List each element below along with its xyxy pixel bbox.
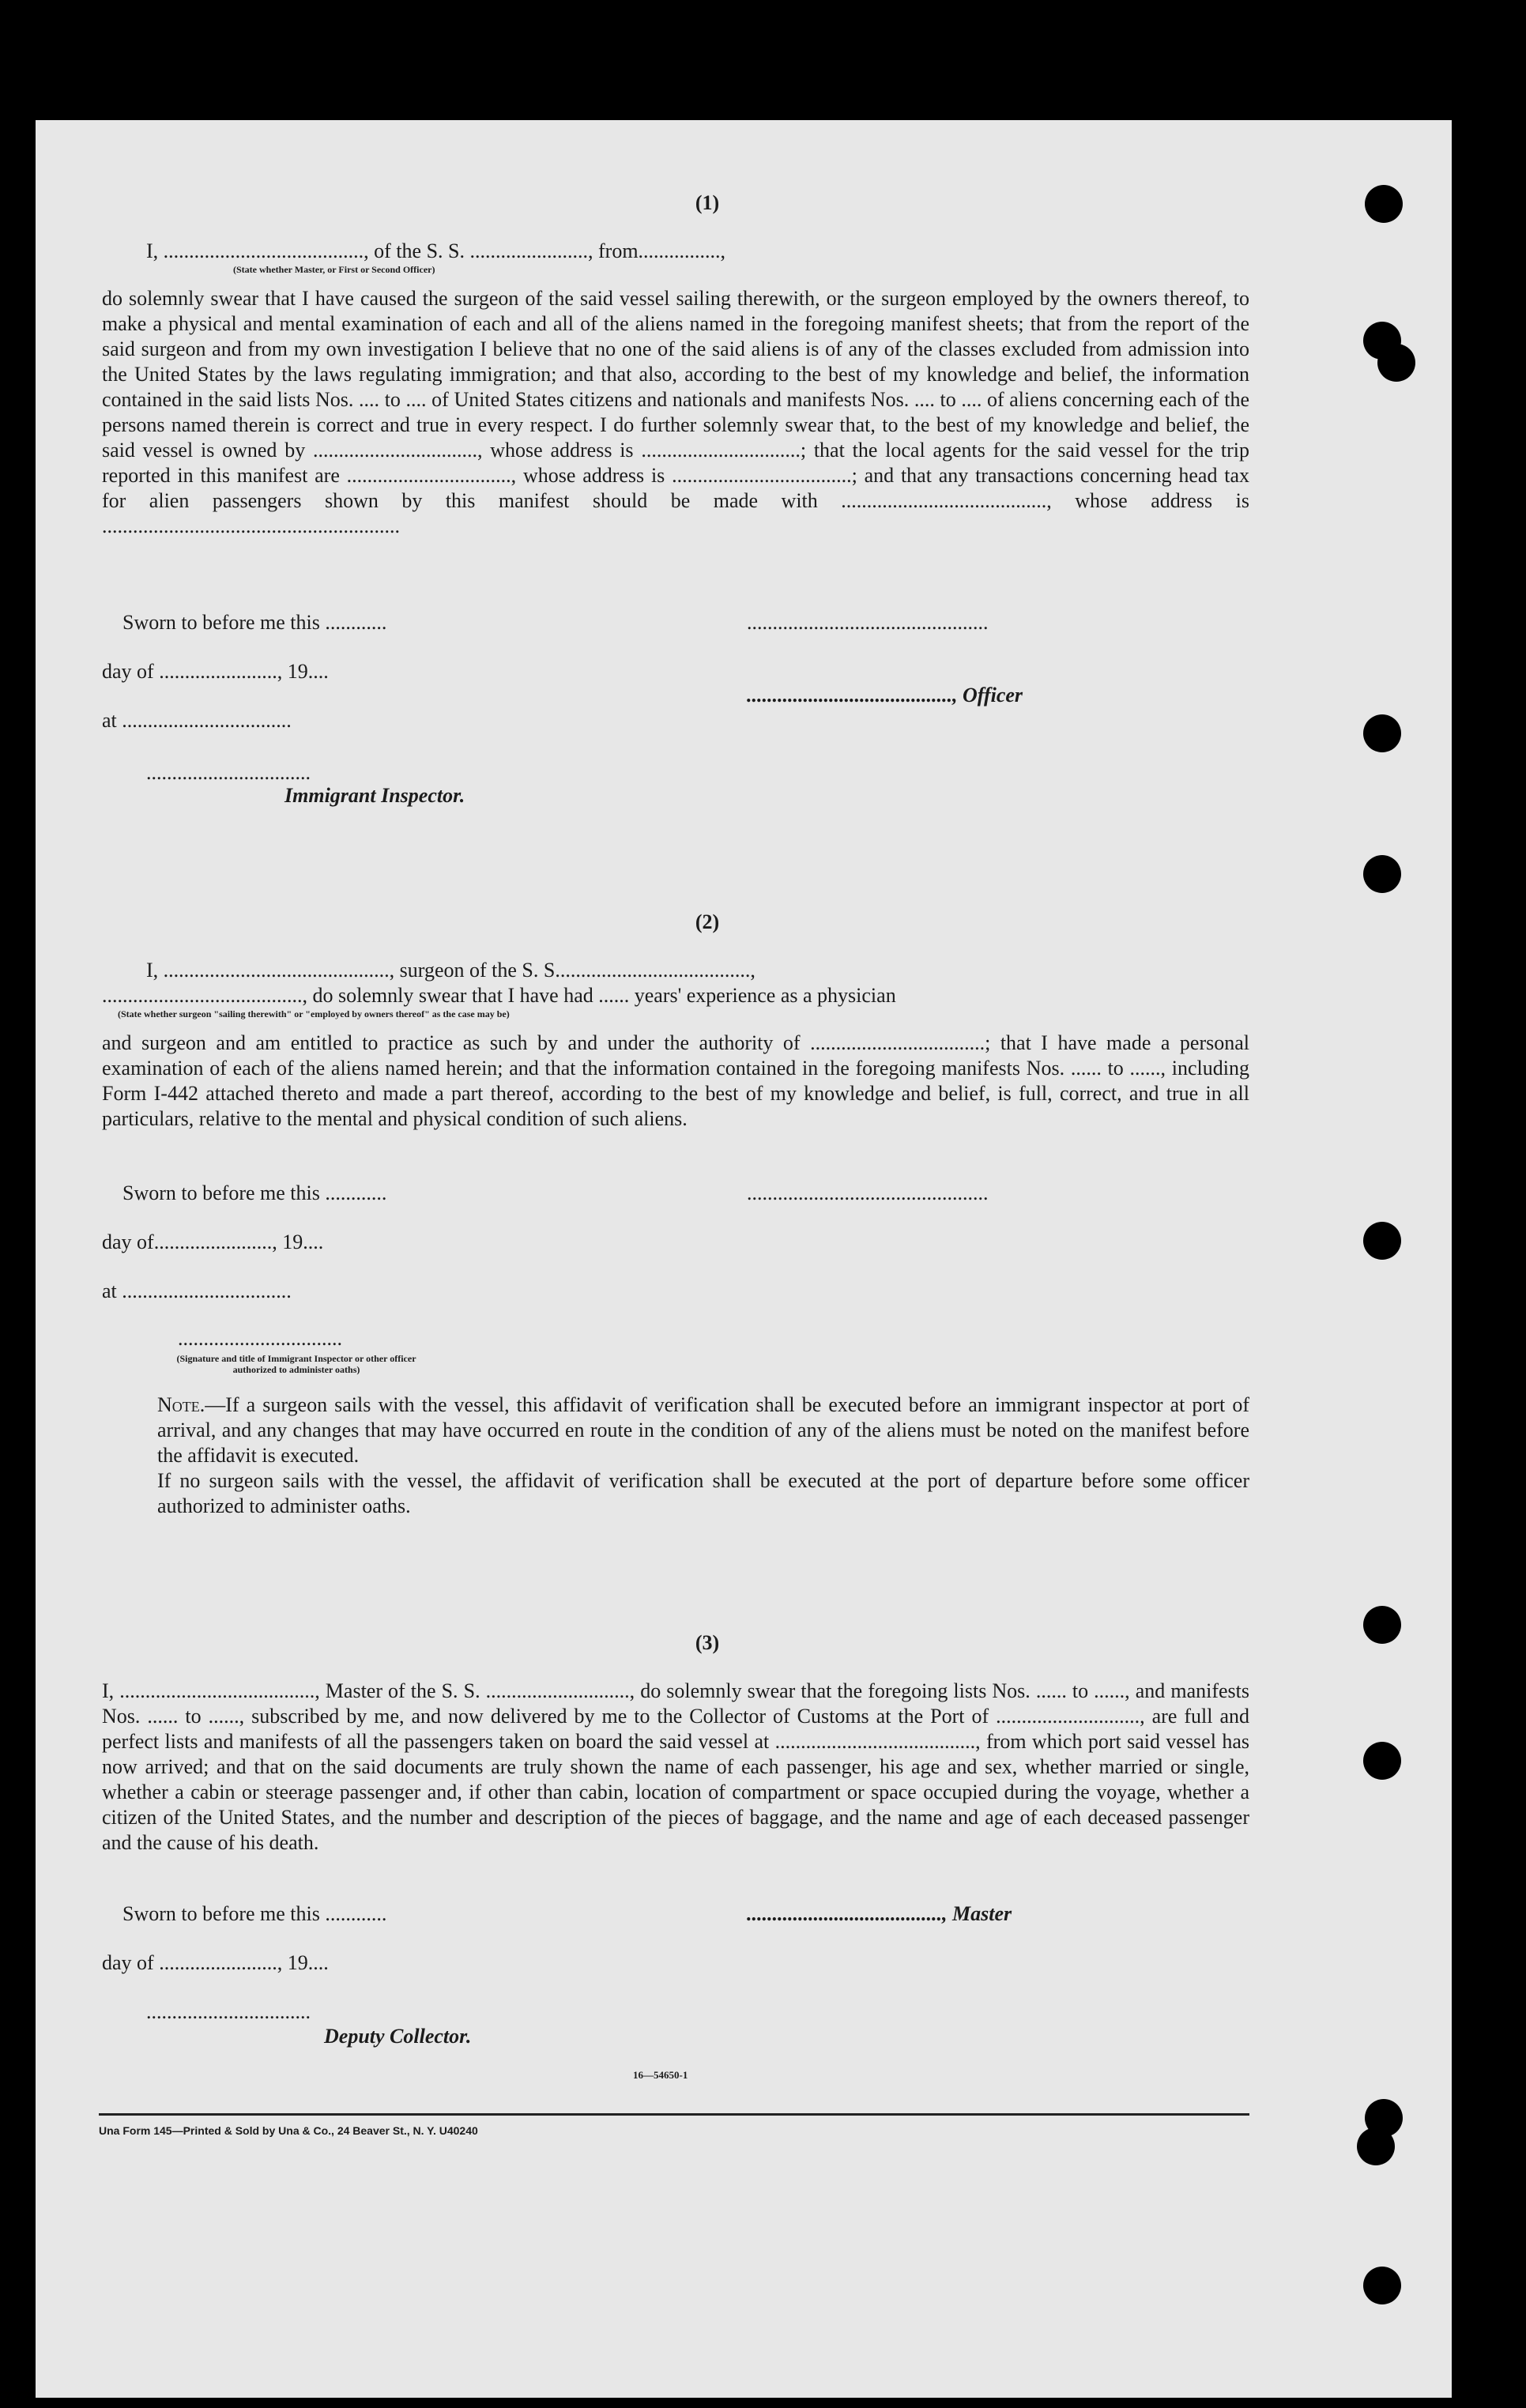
section1-inspector-label: Immigrant Inspector. <box>284 784 465 807</box>
section3-master-line: ......................................, Master <box>747 1902 1012 1925</box>
section-number-1: (1) <box>695 191 720 214</box>
note-label: Note. <box>157 1393 205 1416</box>
section2-signature-dots: ............................................... <box>747 1181 989 1204</box>
section2-day: day of......................., 19.... <box>102 1230 324 1253</box>
punch-hole <box>1357 2127 1395 2165</box>
form-page <box>36 120 1452 2398</box>
section3-collector-dots: ................................ <box>146 2000 311 2023</box>
section1-paragraph: do solemnly swear that I have caused the surgeon of the said vessel sailing therewith, or the surgeon employed by the owners thereof, to make a physical and mental examination of each and all of the aliens named in the foregoing manifest sheets; that from the report of the said surgeon and from my own investigation I believe that no one of the said aliens is of any of the classes excluded from admission into the United States by the laws regulating immigration; and that also, according to the best of my knowledge and belief, the information contained in the said lists Nos. .... to .... of United States citizens and nationals and manifests Nos. .... to .... of aliens concerning each of the persons named therein is correct and true in every respect. I do further solemnly swear that, to the best of my knowledge and belief, the said vessel is owned by ................................, whose address is ...............................; that the local agents for the said vessel for the trip reported in this manifest are ................................, whose address is ...................................; and that any transactions concerning head tax for alien passengers shown by this manifest should be made with ........................................, whose address is .......................................................... <box>102 287 1249 537</box>
section1-at: at ................................. <box>102 709 292 732</box>
form-code: 16—54650-1 <box>633 2069 688 2081</box>
section3-paragraph: I, ......................................, Master of the S. S. ............................, do solemnly swear that the foregoing lists Nos. ...... to ......, and manifests Nos. ...... to ......, subscribed by me, and now delivered by me to the Collector of Customs at the Port of ............................, are full and perfect lists and manifests of all the passengers taken on board the said vessel at ......................................., from which port said vessel has now arrived; and that on the said documents are truly shown the name of each passenger, his age and sex, whether married or single, whether a cabin or steerage passenger and, if other than cabin, location of compartment or space occupied during the voyage, whether a citizen of the United States, and the number and description of the pieces of baggage, and the name and age of each deceased passenger and the cause of his death. <box>102 1679 1249 1854</box>
punch-hole <box>1363 714 1401 752</box>
section-number-3: (3) <box>695 1631 720 1654</box>
section2-signature-note: (Signature and title of Immigrant Inspector or other officer authorized to administer oaths) <box>176 1353 416 1375</box>
note-text: —If a surgeon sails with the vessel, this affidavit of verification shall be executed before an immigrant inspector at port of arrival, and any changes that may have occurred en route in the condition of any of the aliens must be noted on the manifest before the affidavit is executed. <box>157 1393 1249 1467</box>
section3-sworn: Sworn to before me this ............ <box>122 1902 387 1925</box>
section3-collector-label: Deputy Collector. <box>324 2025 472 2048</box>
section1-signature-dots: ............................................... <box>747 611 989 634</box>
section2-first-line: I, ............................................, surgeon of the S. S......................................, <box>146 959 755 982</box>
punch-hole <box>1363 2267 1401 2304</box>
section2-note-2: If no surgeon sails with the vessel, the affidavit of verification shall be executed at the port of departure before some officer authorized to administer oaths. <box>157 1469 1249 1517</box>
section2-paragraph: and surgeon and am entitled to practice as such by and under the authority of ..................................; that I have made a personal examination of each of the aliens named herein; and that the information contained in the foregoing manifests Nos. ...... to ......, including Form I-442 attached thereto and made a part thereof, according to the best of my knowledge and belief, is full, correct, and true in all particulars, relative to the mental and physical condition of such aliens. <box>102 1031 1249 1130</box>
punch-hole <box>1363 1742 1401 1780</box>
section1-sworn: Sworn to before me this ............ <box>122 611 387 634</box>
section1-officer-line: ........................................, Officer <box>747 684 1023 707</box>
section2-signature-line: ................................ <box>178 1327 342 1350</box>
section2-surgeon-note: (State whether surgeon "sailing therewith" or "employed by owners thereof" as the case may be) <box>118 1008 510 1019</box>
section2-sworn: Sworn to before me this ............ <box>122 1181 387 1204</box>
section2-second-line: ......................................., do solemnly swear that I have had ...... years' experience as a physician <box>102 984 896 1007</box>
punch-hole <box>1377 344 1415 382</box>
section1-day: day of ......................., 19.... <box>102 660 329 683</box>
printer-line: Una Form 145—Printed & Sold by Una & Co., 24 Beaver St., N. Y. U40240 <box>99 2124 478 2137</box>
punch-hole <box>1363 1222 1401 1260</box>
section3-day: day of ......................., 19.... <box>102 1951 329 1974</box>
section2-note <box>102 1392 1249 1468</box>
section2-at: at ................................. <box>102 1279 292 1302</box>
section1-inspector-dots: ................................ <box>146 761 311 784</box>
punch-hole <box>1363 855 1401 893</box>
section-number-2: (2) <box>695 910 720 933</box>
footer-rule <box>99 2113 1249 2116</box>
section1-officer-note: (State whether Master, or First or Second Officer) <box>233 264 435 275</box>
section1-first-line: I, ......................................., of the S. S. ......................., from................, <box>146 239 726 262</box>
